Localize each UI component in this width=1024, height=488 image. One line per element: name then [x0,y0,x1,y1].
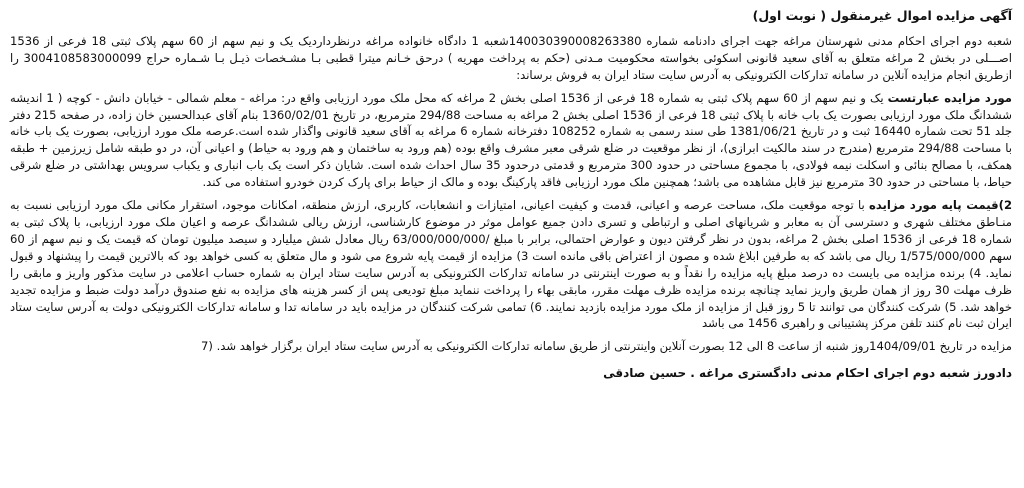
subject-paragraph [10,90,1012,191]
price-text: با توجه موقعیت ملک، مساحت عرصه و اعیانی، قدمت و کیفیت اعیانی، امتیازات و انشعابات، کاربری، ارزش منطقه، امکانات موجود، استقرار مکانی ملک مورد ارزیابی نسبت به منـاطق مختلف شهری و دسترسی آن به معابر و شریانهای اصلی و ارتباطی و تسری دادن جمیع عوامل موثر در موضوع کارشناسی، ارزش ریالی ششدانگ عرصه و اعیان ملک مورد ارزیابی، با پلاک ثبتی به شماره 18 فرعی از 1536 اصلی بخش 2 مراغه، بدون در نظر گرفتن دیون و عوارض احتمالی، برابر با مبلغ /63/000/000/000 ریال معادل شش میلیارد و سیصد میلیون تومان که قیمت یک و نیم سهم از 60 سهم 1/575/000/000 ریال می باشد که به طرفین ابلاغ شده و مصون از اعتراض باقی مانده است 3) مزایده از قیمت پایه شروع می شود و مال متعلق به کسی خواهد بود که بالاترین قیمت را پیشنهاد و قبول نماید. 4) برنده مزایده می بایست ده درصد مبلغ پایه مزایده را نقداً و به صورت اینترنتی در سامانه تدارکات الکترونیکی به آدرس سایت ستاد ایران به شماره حساب اعلامی در سایت مذکور واریز و مابقی را ظرف مهلت 30 روز از همان طریق واریز نماید چنانچه برنده مزایده ظرف مهلت مقرر، مابقی بهاء را پرداخت ننماید مبلغ تودیعی پس از کسر هزینه های مزایده به نفع صندوق درآمد دولت ضبط و مزایده تجدید خواهد شد. 5) شرکت کنندگان می توانند تا 5 روز قبل از مزایده از ملک مورد مزایده بازدید نمایند. 6) تمامی شرکت کنندگان در مزایده باید در سامانه تدا و سامانه تدارکات الکترونیکی دولت به آدرس سایت ستاد ایران ثبت نام کنند تلفن مرکز پشتیبانی و راهبری 1456 می باشد [10,198,1012,331]
subject-label: مورد مزایده عبارتست [887,90,1012,105]
price-number: 2) [998,198,1013,213]
date-paragraph: مزایده در تاریخ 1404/09/01روز شنبه از ساعت 8 الی 12 بصورت آنلاین واینترنتی از طریق سامانه تدارکات الکترونیکی به آدرس سایت ستاد ایران برگزار خواهد شد. (7 [201,339,1012,354]
signature: دادورز شعبه دوم اجرای احکام مدنی دادگستری مراغه . حسین صادقی [603,366,1012,381]
price-label [869,198,1012,212]
notice-title: آگهی مزایده اموال غیرمنقول ( نوبت اول) [752,8,1012,23]
intro-paragraph: شعبه دوم اجرای احکام مدنی شهرستان مراغه جهت اجرای دادنامه شماره 14003039000826338‌0شعبه 1 دادگاه خانواده مراغه درنظرداردیک یک و نیم سهم از 60 سهم پلاک ثبتی 18 فرعی از 1536 اصـــلی در بخش 2 مراغه متعلق به آقای سعید قانونی اسکوئی بخواسته محکومیت مـدنی (حکم به پرداخت مهریه ) درحق خـانم میترا قطبی بـا مشـخصات ذیـل بـا شـماره حراج 3004108583000099 را ازطریق انجام مزایده آنلاین در سامانه تدارکات الکترونیکی به آدرس سایت ستاد ایران به فروش برساند: [10,33,1013,82]
subject-text: یک و نیم سهم از 60 سهم پلاک ثبتی به شماره 18 فرعی از 1536 اصلی بخش 2 مراغه که محل ملک مورد ارزیابی واقع در: مراغه - معلم شمالی - خیابان دانش - کوچه ( 1 اندیشه ششدانگ ملک مورد ارزیابی بصورت یک باب خانه با پلاک ثبتی 18 فرعی از 1536 اصلی بخش 2 مراغه به مساحت 294/88 مترمربع، در تاریخ 1360/02/01 بنام آقای عبدالحسین خان زاده، در صفحه 215 دفتر جلد 51 تحت شماره 16440 ثبت و در تاریخ 1381/06/21 طی سند رسمی به شماره 108252 دفترخانه شماره 6 مراغه به آقای سعید قانونی واگذار شده است.عرصه ملک مورد ارزیابی، بصورت یک باب خانه با مساحت 294/88 مترمربع (مندرج در سند مالکیت ابرازی)، از نظر موقعیت در ضلع شرقی معبر مشرف واقع بوده (هم ورود به ساختمان و هم ورود به حیاط) و اعیانی آن، در دو طبقه شامل زیرزمین + طبقه همکف، با مصالح بنائی و اسکلت نیمه فولادی، با مجموع مساحتی در حدود 300 مترمربع و قدمتی درحدود 35 سال احداث شده است. شایان ذکر است یک باب انباری و یکباب سرویس بهداشتی در ضلع شرقی حیاط، با مساحتی در حدود 30 مترمربع نیز قابل مشاهده می باشد؛ همچنین ملک مورد ارزیابی فاقد پارکینگ بوده و مالک از حیاط برای پارک کردن خودرو استفاده می کند. [10,90,1013,190]
price-label-text: قیمت پایه مورد مزایده [869,198,999,213]
price-paragraph [10,197,1012,332]
